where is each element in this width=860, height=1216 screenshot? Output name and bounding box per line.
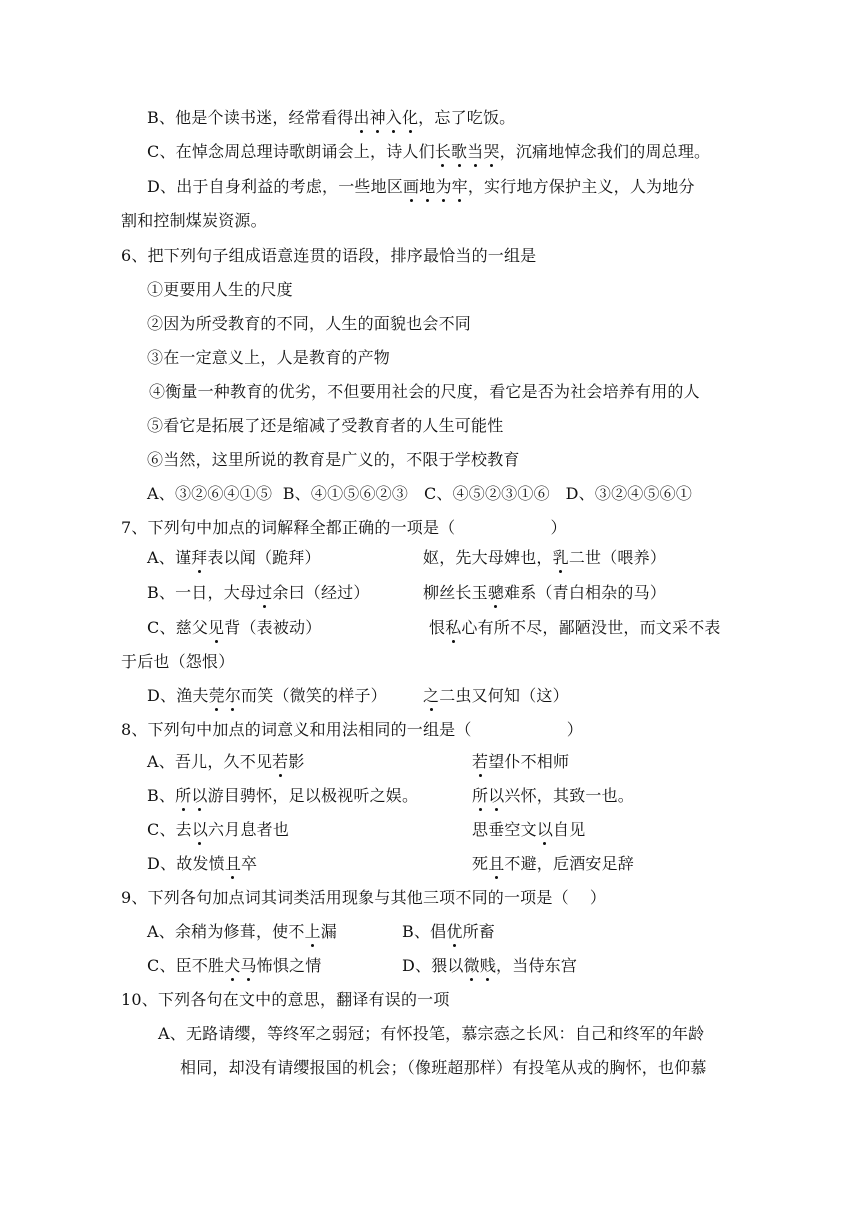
emphasized-char: 尔: [224, 686, 242, 705]
line-q8-option-d-2: [472, 853, 634, 875]
emphasized-char: 微: [463, 956, 480, 975]
emphasized-char: 犬: [224, 956, 241, 975]
line-text: ③在一定意义上，人是教育的产物: [147, 348, 391, 367]
line-text: A、余稍为修葺，使不: [147, 922, 305, 941]
emphasized-char: 私: [445, 618, 462, 637]
emphasized-char: 以: [488, 786, 505, 805]
line-text: 所畜: [462, 922, 495, 941]
line-q7-option-a-2: [423, 547, 666, 569]
line-text: ②因为所受教育的不同，人生的面貌也会不同: [147, 314, 472, 333]
line-text: A、无路请缨，等终军之弱冠；有怀投笔，慕宗悫之长风：自己和终军的年龄: [158, 1024, 705, 1043]
line-q10-stem: [121, 989, 450, 1011]
line-text: 背（表被动）: [224, 618, 322, 637]
emphasized-char: 当: [467, 142, 484, 161]
emphasized-char: 之: [423, 686, 440, 705]
line-text: 二世（喂养）: [568, 548, 667, 567]
line-text: C、在悼念周总理诗歌朗诵会上，诗人们: [147, 142, 435, 161]
line-text: A、谨: [147, 548, 192, 567]
emphasized-char: 贱: [479, 956, 497, 975]
line-text: B、倡: [402, 922, 447, 941]
emphasized-char: 莞: [208, 686, 225, 705]
line-text: ①更要用人生的尺度: [147, 280, 293, 299]
line-text: 表以闻（跪拜）: [207, 548, 321, 567]
line-q8-option-a-2: [472, 751, 569, 773]
emphasized-char: 以: [191, 820, 209, 839]
emphasized-char: 过: [256, 583, 273, 602]
line-text: B、他是个读书迷，经常看得: [147, 108, 354, 127]
line-q7-option-b-1: [147, 582, 370, 604]
emphasized-char: 若: [472, 752, 489, 771]
line-text: D、渔夫: [147, 686, 209, 705]
line-q6-sentence-4: [149, 381, 700, 403]
emphasized-char: 所: [472, 786, 489, 805]
emphasized-char: 且: [488, 854, 505, 873]
line-text: 7、下列句中加点的词解释全都正确的一项是（ ）: [121, 518, 567, 537]
line-text: 怖惧之情: [256, 956, 322, 975]
line-text: ⑥当然，这里所说的教育是广义的，不限于学校教育: [147, 450, 520, 469]
emphasized-char: 优: [446, 922, 463, 941]
line-q7-option-d-2: [423, 685, 569, 707]
emphasized-char: 哭: [483, 142, 500, 161]
line-text: ，实行地方保护主义，人为地分: [467, 177, 695, 196]
emphasized-char: 长: [434, 142, 452, 161]
line-text: B、: [147, 786, 176, 805]
line-text: 恨: [429, 618, 446, 637]
line-text: 余曰（经过）: [272, 583, 370, 602]
line-q9-option-b: [402, 921, 495, 943]
line-text: 游目骋怀，足以极视听之娱。: [207, 786, 419, 805]
line-q9-option-a: [147, 921, 337, 943]
line-q9-option-c: [147, 955, 321, 977]
emphasized-char: 拜: [191, 548, 208, 567]
emphasized-char: 乳: [552, 548, 569, 567]
emphasized-char: 入: [385, 108, 402, 127]
emphasized-char: 化: [401, 108, 419, 127]
emphasized-char: 歌: [451, 142, 468, 161]
line-text: 不避，卮酒安足辞: [504, 854, 635, 873]
line-text: 于后也（怨恨）: [121, 652, 235, 671]
emphasized-char: 见: [208, 618, 225, 637]
line-text: 望仆不相师: [488, 752, 570, 771]
line-text: 9、下列各句加点词其词类活用现象与其他三项不同的一项是（ ）: [121, 888, 607, 907]
line-text: 8、下列句中加点的词意义和用法相同的一组是（ ）: [121, 720, 583, 739]
line-text: C、臣不胜: [147, 956, 225, 975]
line-text: 六月息者也: [208, 820, 290, 839]
emphasized-char: 为: [435, 177, 452, 196]
line-text: 6、把下列句子组成语意连贯的语段，排序最恰当的一组是: [121, 246, 537, 265]
emphasized-char: 马: [240, 956, 257, 975]
line-q6-sentence-6: [147, 449, 520, 471]
line-text: 10、下列各句在文中的意思，翻译有误的一项: [121, 990, 450, 1009]
emphasized-char: 且: [224, 854, 242, 873]
line-text: 死: [472, 854, 489, 873]
line-q7-option-c-1: [147, 617, 321, 639]
line-text: 卒: [241, 854, 258, 873]
emphasized-char: 地: [419, 177, 436, 196]
line-text: 自见: [553, 820, 586, 839]
line-text: ，当侍东宫: [496, 956, 578, 975]
line-text: 难系（青白相杂的马）: [504, 583, 667, 602]
line-text: A、③②⑥④①⑤ B、④①⑤⑥②③ C、④⑤②③①⑥ D、③②④⑤⑥①: [147, 484, 693, 503]
line-text: D、猥以: [402, 956, 464, 975]
line-q6-sentence-2: [147, 313, 471, 335]
line-q6-options: [147, 483, 692, 505]
emphasized-char: 若: [272, 752, 289, 771]
line-q6-sentence-1: [147, 279, 293, 301]
line-text: ④衡量一种教育的优劣，不但要用社会的尺度，看它是否为社会培养有用的人: [149, 382, 700, 401]
line-text: 思垂空文: [472, 820, 537, 839]
line-text: 影: [288, 752, 305, 771]
emphasized-char: 神: [369, 108, 386, 127]
line-text: D、故发愤: [147, 854, 225, 873]
emphasized-char: 所: [175, 786, 192, 805]
line-q8-option-b-1: [147, 785, 418, 807]
line-text: A、吾儿，久不见: [147, 752, 273, 771]
line-q8-option-c-1: [147, 819, 289, 841]
line-text: 妪，先大母婢也，: [423, 548, 553, 567]
line-q5-option-d: [147, 176, 695, 198]
line-q5-option-d-cont: [121, 210, 267, 232]
emphasized-char: 牢: [451, 177, 468, 196]
emphasized-char: 以: [191, 786, 208, 805]
line-q8-option-a-1: [147, 751, 305, 773]
emphasized-char: 以: [536, 820, 554, 839]
line-text: B、一日，大母: [147, 583, 257, 602]
line-q7-option-d-1: [147, 685, 387, 707]
line-q9-stem: [121, 887, 606, 909]
line-q6-sentence-5: [147, 415, 503, 437]
line-q6-sentence-3: [147, 347, 390, 369]
emphasized-char: 出: [353, 108, 370, 127]
line-text: 二虫又何知（这）: [439, 686, 569, 705]
line-text: 相同，却没有请缨报国的机会；（像班超那样）有投笔从戎的胸怀，也仰慕: [180, 1058, 707, 1077]
line-q9-option-d: [402, 955, 577, 977]
line-text: ⑤看它是拓展了还是缩减了受教育者的人生可能性: [147, 416, 504, 435]
line-q8-option-d-1: [147, 853, 257, 875]
line-text: C、慈父: [147, 618, 209, 637]
line-q8-option-c-2: [472, 819, 585, 841]
line-text: ，沉痛地悼念我们的周总理。: [499, 142, 711, 161]
line-q5-option-b: [147, 107, 515, 129]
line-q7-option-a-1: [147, 547, 321, 569]
emphasized-char: 画: [403, 177, 420, 196]
line-text: 漏: [320, 922, 337, 941]
line-q7-option-c-cont: [121, 651, 234, 673]
emphasized-char: 骢: [487, 583, 505, 602]
line-q8-option-b-2: [472, 785, 634, 807]
line-q6-stem: [121, 245, 536, 267]
line-text: 割和控制煤炭资源。: [121, 211, 267, 230]
line-text: 而笑（微笑的样子）: [241, 686, 387, 705]
line-text: 心有所不尽，鄙陋没世，而文采不表: [461, 618, 721, 637]
emphasized-char: 上: [304, 922, 321, 941]
line-q7-option-b-2: [423, 582, 666, 604]
line-q10-option-a-1: [158, 1023, 704, 1045]
line-text: 柳丝长玉: [423, 583, 488, 602]
line-text: ，忘了吃饭。: [418, 108, 516, 127]
line-text: D、出于自身利益的考虑，一些地区: [147, 177, 404, 196]
line-q10-option-a-2: [180, 1057, 707, 1079]
line-q7-stem: [121, 517, 567, 539]
line-q5-option-c: [147, 141, 710, 163]
line-text: C、去: [147, 820, 192, 839]
line-q7-option-c-2: [429, 617, 721, 639]
line-q8-stem: [121, 719, 583, 741]
line-text: 兴怀，其致一也。: [504, 786, 635, 805]
